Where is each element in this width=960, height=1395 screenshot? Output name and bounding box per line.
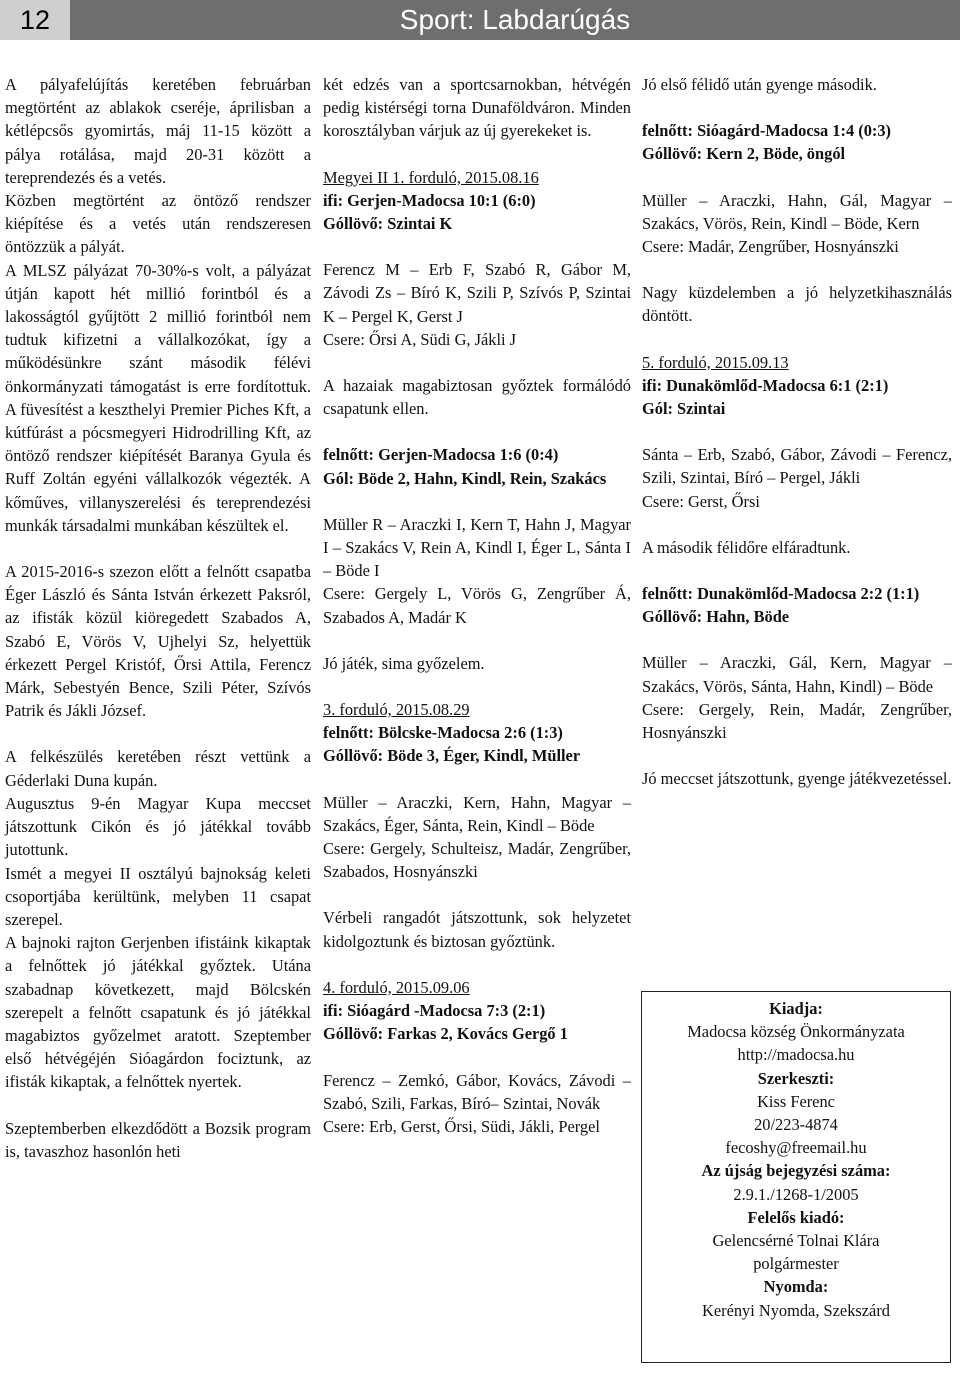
registration-number: 2.9.1./1268-1/2005: [733, 1184, 859, 1204]
editor-label: Szerkeszti:: [757, 1068, 835, 1088]
responsible-publisher-label: Felelős kiadó:: [747, 1207, 845, 1227]
paragraph: A MLSZ pályázat 70-30%-s volt, a pályázat útján kapott hét millió forintból és a lakosságtól gyűjtött 2 millió forintból nem tudtuk kifizetni a vállalkozókat, így a működésünkre szánt második félévi önkormányzati támogatást is erre fordítottuk. A füvesítést a keszthelyi Premier Piches Kft, a kútfúrást a pócsmegyeri Hidrodrilling Kft, az öntöző rendszer kiépítését Baranya Gyula és Ruff Zoltán egyéni vállalkozók végezték. A kőműves, villanyszerelési és tereprendezési munkák társadalmi munkában készültek el.: [5, 260, 311, 535]
phone: 20/223-4874: [754, 1115, 838, 1135]
match-result: felnőtt: Gerjen-Madocsa 1:6 (0:4): [323, 445, 559, 465]
article-column-2: [323, 73, 631, 1138]
paragraph: két edzés van a sportcsarnokban, hétvégén pedig kistérségi torna Dunaföldváron. Minden korosztályban várjuk az új gyerekeket is.: [323, 75, 631, 141]
article-column-3: [642, 73, 952, 790]
goal-scorers: Gól: Szintai: [642, 399, 726, 419]
paragraph: Közben megtörtént az öntöző rendszer kiépítése és a vetés után rendszeresen öntözzük a pályát.: [5, 191, 311, 257]
paragraph: A felkészülés keretében részt vettünk a Géderlaki Duna kupán.: [5, 747, 311, 790]
website-link[interactable]: http://madocsa.hu: [737, 1045, 855, 1065]
page-title: Sport: Labdarúgás: [399, 4, 631, 35]
goal-scorers: Góllövő: Böde 3, Éger, Kindl, Müller: [323, 746, 581, 766]
substitutes: Csere: Gergely, Schulteisz, Madár, Zengrűber, Szabados, Hosnyánszki: [323, 839, 631, 882]
round-heading: 3. forduló, 2015.08.29: [323, 700, 470, 720]
match-comment: A második félidőre elfáradtunk.: [642, 537, 851, 557]
match-result: ifi: Sióagárd -Madocsa 7:3 (2:1): [323, 1001, 546, 1021]
match-result: ifi: Gerjen-Madocsa 10:1 (6:0): [323, 190, 536, 210]
lineup: Ferencz M – Erb F, Szabó R, Gábor M, Závodi Zs – Bíró K, Szili P, Szívós P, Szintai K – Pergel K, Gerst J: [323, 260, 631, 326]
round-heading: 5. forduló, 2015.09.13: [642, 352, 789, 372]
round-heading: 4. forduló, 2015.09.06: [323, 977, 470, 997]
substitutes: Csere: Erb, Gerst, Őrsi, Südi, Jákli, Pergel: [323, 1116, 600, 1136]
email-link[interactable]: fecoshy@freemail.hu: [725, 1138, 867, 1158]
paragraph: A bajnoki rajton Gerjenben ifistáink kikaptak a felnőttek jó játékkal győztek. Utána szabadnap következett, majd Bölcskén szerepelt a felnőtt csapatunk és jó játékkal magabiztos győzelmet aratott. Szeptember első hétvégéjén Sióagárdon fociztunk, az ifisták kikaptak, a felnőttek nyertek.: [5, 933, 311, 1092]
match-comment: Nagy küzdelemben a jó helyzetkihasználás döntött.: [642, 283, 952, 326]
lineup: Müller R – Araczki I, Kern T, Hahn J, Magyar I – Szakács V, Rein A, Kindl I, Éger L, Sánta I – Böde I: [323, 514, 631, 581]
goal-scorers: Góllövő: Hahn, Böde: [642, 607, 790, 627]
match-comment: A hazaiak magabiztosan győztek formálódó csapatunk ellen.: [323, 376, 631, 419]
goal-scorers: Góllövő: Szintai K: [323, 214, 453, 234]
paragraph: A 2015-2016-s szezon előtt a felnőtt csapatba Éger László és Sánta István érkezett Paksról, az ifisták közül kiöregedett Szabados A, Szabó E, Vörös V, Ujhelyi Sz, helyettük érkezett Pergel Kristóf, Őrsi Attila, Ferencz Márk, Sebestyén Bence, Szili Péter, Szívós Patrik és Jákli József.: [5, 562, 311, 721]
match-comment: Jó meccset játszottunk, gyenge játékvezetéssel.: [642, 769, 952, 789]
substitutes: Csere: Gergely L, Vörös G, Zengrűber Á, Szabados A, Madár K: [323, 584, 631, 627]
paragraph: Szeptemberben elkezdődött a Bozsik program is, tavaszhoz hasonlón heti: [5, 1118, 311, 1161]
publisher: Madocsa község Önkormányzata: [687, 1022, 905, 1042]
page-header: [0, 0, 960, 40]
paragraph: Augusztus 9-én Magyar Kupa meccset játszottunk Cikón és jó játékkal tovább jutottunk.: [5, 793, 311, 860]
substitutes: Csere: Őrsi A, Südi G, Jákli J: [323, 329, 517, 349]
substitutes: Csere: Gerst, Őrsi: [642, 491, 760, 511]
lineup: Sánta – Erb, Szabó, Gábor, Závodi – Ferencz, Szili, Szintai, Bíró – Pergel, Jákli: [642, 445, 952, 488]
goal-scorers: Gól: Böde 2, Hahn, Kindl, Rein, Szakács: [323, 468, 607, 488]
registration-label: Az újság bejegyzési száma:: [701, 1161, 891, 1181]
goal-scorers: Góllövő: Kern 2, Böde, öngól: [642, 144, 846, 164]
lineup: Ferencz – Zemkó, Gábor, Kovács, Závodi – Szabó, Szili, Farkas, Bíró– Szintai, Novák: [323, 1070, 631, 1113]
match-comment: Vérbeli rangadót játszottunk, sok helyzetet kidolgoztunk és biztosan győztünk.: [323, 908, 631, 951]
match-result: ifi: Dunakömlőd-Madocsa 6:1 (2:1): [642, 375, 889, 395]
responsible-publisher-title: polgármester: [753, 1254, 839, 1274]
paragraph: A pályafelújítás keretében februárban megtörtént az ablakok cseréje, áprilisban a kétlépcsős gyomirtás, máj 11-15 között a pálya rotálása, majd 20-31 között a tereprendezés és a vetés.: [5, 75, 311, 187]
responsible-publisher-name: Gelencsérné Tolnai Klára: [712, 1231, 880, 1251]
lineup: Müller – Araczki, Hahn, Gál, Magyar – Szakács, Vörös, Rein, Kindl – Böde, Kern: [642, 190, 952, 233]
paragraph: Ismét a megyei II osztályú bajnokság keleti csoportjába kerültünk, melyben 11 csapat szerepel.: [5, 863, 311, 929]
match-comment: Jó játék, sima győzelem.: [323, 653, 485, 673]
printer-label: Nyomda:: [763, 1277, 829, 1297]
imprint-box: [641, 991, 951, 1363]
match-comment: Jó első félidő után gyenge második.: [642, 75, 877, 94]
printer: Kerényi Nyomda, Szekszárd: [702, 1300, 890, 1320]
page-number: 12: [0, 0, 70, 40]
goal-scorers: Góllövő: Farkas 2, Kovács Gergő 1: [323, 1024, 568, 1044]
publisher-label: Kiadja:: [769, 999, 823, 1018]
round-heading: Megyei II 1. forduló, 2015.08.16: [323, 167, 539, 187]
match-result: felnőtt: Dunakömlőd-Madocsa 2:2 (1:1): [642, 584, 920, 604]
lineup: Müller – Araczki, Kern, Hahn, Magyar – Szakács, Éger, Sánta, Rein, Kindl – Böde: [323, 792, 631, 835]
substitutes: Csere: Gergely, Rein, Madár, Zengrűber, Hosnyánszki: [642, 699, 952, 743]
match-result: felnőtt: Sióagárd-Madocsa 1:4 (0:3): [642, 121, 892, 141]
lineup: Müller – Araczki, Gál, Kern, Magyar – Szakács, Vörös, Sánta, Hahn, Kindl) – Böde: [642, 653, 952, 696]
editor: Kiss Ferenc: [757, 1091, 835, 1111]
substitutes: Csere: Madár, Zengrűber, Hosnyánszki: [642, 237, 899, 257]
article-column-1: [5, 73, 311, 1163]
match-result: felnőtt: Bölcske-Madocsa 2:6 (1:3): [323, 723, 563, 743]
